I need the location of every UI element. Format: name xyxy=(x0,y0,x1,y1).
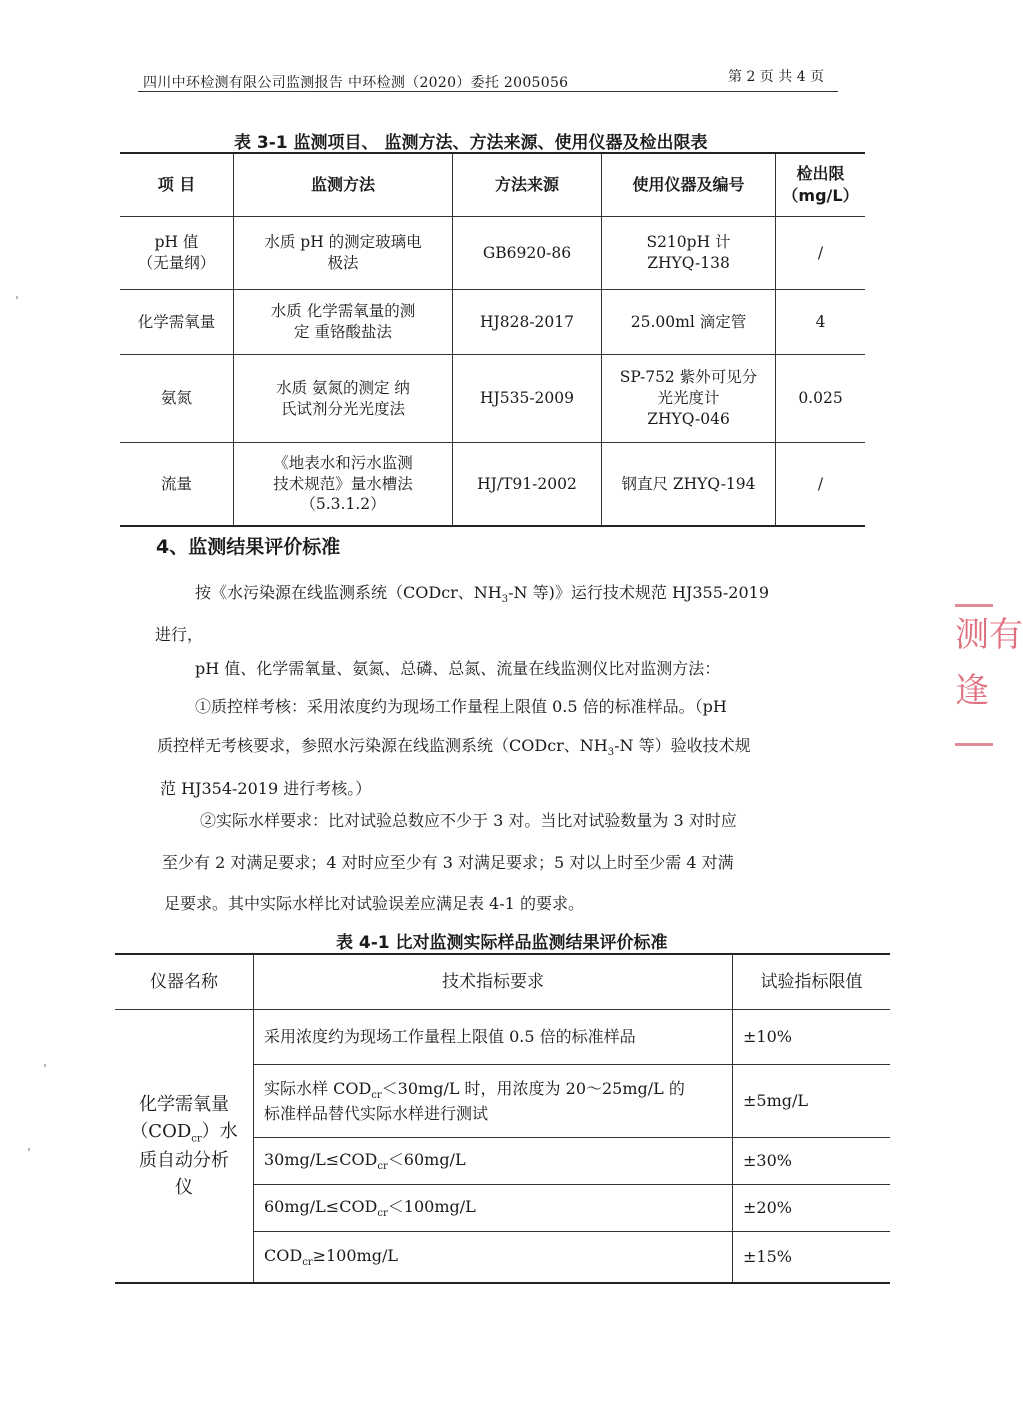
subscript: cr xyxy=(302,1256,313,1268)
paragraph-1-line-1 xyxy=(195,572,769,620)
cell-requirement xyxy=(254,1185,733,1232)
cell-instrument: 钢直尺 ZHYQ-194 xyxy=(602,443,776,527)
cell-source: HJ828-2017 xyxy=(453,290,602,355)
cell-method: 水质 pH 的测定玻璃电 极法 xyxy=(234,217,453,290)
cell-method: 《地表水和污水监测 技术规范》量水槽法 （5.3.1.2） xyxy=(234,443,453,527)
cell-item: 化学需氧量 xyxy=(120,290,234,355)
cell-instrument: SP-752 紫外可见分 光光度计 ZHYQ-046 xyxy=(602,355,776,443)
text-segment: ≥100mg/L xyxy=(312,1245,398,1265)
section-4-heading: 4、监测结果评价标准 xyxy=(156,536,341,558)
header-cell-instrument: 使用仪器及编号 xyxy=(602,153,776,217)
header-cell-instrument-name: 仪器名称 xyxy=(115,954,254,1010)
table-header-row xyxy=(115,954,890,1010)
header-cell-item: 项 目 xyxy=(120,153,234,217)
cell-source: HJ535-2009 xyxy=(453,355,602,443)
subscript: cr xyxy=(191,1133,202,1145)
table-4-1-title: 表 4-1 比对监测实际样品监测结果评价标准 xyxy=(336,933,668,953)
header-cell-detection-limit: 检出限 （mg/L） xyxy=(776,153,866,217)
table-row xyxy=(115,1010,890,1065)
table-3-1 xyxy=(120,152,865,527)
header-cell-limit: 试验指标限值 xyxy=(733,954,891,1010)
paragraph-4-line-3: 足要求。其中实际水样比对试验误差应满足表 4-1 的要求。 xyxy=(164,894,584,913)
text-segment: 按《水污染源在线监测系统（CODcr、NH xyxy=(195,583,502,602)
cell-instrument: S210pH 计 ZHYQ-138 xyxy=(602,217,776,290)
cell-requirement xyxy=(254,1065,733,1138)
subscript: 3 xyxy=(607,747,615,759)
paragraph-3-line-3: 范 HJ354-2019 进行考核。） xyxy=(160,779,372,798)
paragraph-4-line-1: ②实际水样要求：比对试验总数应不少于 3 对。当比对试验数量为 3 对时应 xyxy=(200,811,737,830)
seal-stamp: 测有 逢 xyxy=(955,604,993,746)
table-row xyxy=(120,290,865,355)
cell-instrument: 25.00ml 滴定管 xyxy=(602,290,776,355)
text-segment: -N 等)》运行技术规范 HJ355-2019 xyxy=(508,583,769,602)
subscript: cr xyxy=(377,1207,388,1219)
text-segment: 实际水样 COD xyxy=(264,1078,372,1098)
header-cell-source: 方法来源 xyxy=(453,153,602,217)
cell-item: 氨氮 xyxy=(120,355,234,443)
cell-detection-limit: / xyxy=(776,443,866,527)
paragraph-2: pH 值、化学需氧量、氨氮、总磷、总氮、流量在线监测仪比对监测方法： xyxy=(195,659,721,678)
cell-source: GB6920-86 xyxy=(453,217,602,290)
cell-detection-limit: 0.025 xyxy=(776,355,866,443)
table-4-1 xyxy=(115,953,890,1284)
cell-item: pH 值 （无量纲） xyxy=(120,217,234,290)
text-segment: ＜30mg/L 时，用浓度为 20～25mg/L 的 xyxy=(381,1078,685,1098)
cell-limit: ±30% xyxy=(733,1138,891,1185)
cell-method: 水质 氨氮的测定 纳 氏试剂分光光度法 xyxy=(234,355,453,443)
scan-speck xyxy=(44,1064,46,1067)
subscript: 3 xyxy=(501,594,509,606)
page-number: 第 2 页 共 4 页 xyxy=(728,69,825,85)
text-segment: 标准样品替代实际水样进行测试 xyxy=(264,1103,489,1123)
text-segment: COD xyxy=(264,1245,303,1265)
header-cell-requirement: 技术指标要求 xyxy=(254,954,733,1010)
text-segment: 质控样无考核要求，参照水污染源在线监测系统（CODcr、NH xyxy=(157,736,608,755)
cell-requirement xyxy=(254,1138,733,1185)
cell-instrument-name xyxy=(115,1010,254,1284)
report-header-title: 四川中环检测有限公司监测报告 中环检测（2020）委托 2005056 xyxy=(143,75,569,91)
cell-detection-limit: 4 xyxy=(776,290,866,355)
table-row xyxy=(120,443,865,527)
cell-limit: ±10% xyxy=(733,1010,891,1065)
paragraph-3-line-1: ①质控样考核：采用浓度约为现场工作量程上限值 0.5 倍的标准样品。（pH xyxy=(195,697,727,716)
paragraph-3-line-2 xyxy=(157,725,751,773)
paragraph-1-line-2: 进行， xyxy=(155,625,204,644)
cell-requirement xyxy=(254,1232,733,1284)
table-row xyxy=(120,355,865,443)
cell-limit: ±15% xyxy=(733,1232,891,1284)
text-segment: ＜100mg/L xyxy=(387,1196,476,1216)
table-header-row xyxy=(120,153,865,217)
table-row xyxy=(120,217,865,290)
cell-method: 水质 化学需氧量的测 定 重铬酸盐法 xyxy=(234,290,453,355)
cell-limit: ±5mg/L xyxy=(733,1065,891,1138)
scan-speck xyxy=(16,296,18,299)
header-divider xyxy=(138,91,838,92)
text-segment: ＜60mg/L xyxy=(387,1149,466,1169)
subscript: cr xyxy=(377,1160,388,1172)
table-3-1-title: 表 3-1 监测项目、 监测方法、方法来源、使用仪器及检出限表 xyxy=(234,133,708,153)
paragraph-4-line-2: 至少有 2 对满足要求；4 对时应至少有 3 对满足要求；5 对以上时至少需 4 对满 xyxy=(162,853,734,872)
header-cell-method: 监测方法 xyxy=(234,153,453,217)
text-segment: -N 等）验收技术规 xyxy=(614,736,751,755)
cell-limit: ±20% xyxy=(733,1185,891,1232)
text-segment: 30mg/L≤COD xyxy=(264,1149,378,1169)
cell-item: 流量 xyxy=(120,443,234,527)
cell-requirement: 采用浓度约为现场工作量程上限值 0.5 倍的标准样品 xyxy=(254,1010,733,1065)
text-segment: ）水 质自动分析 仪 xyxy=(139,1121,238,1198)
cell-detection-limit: / xyxy=(776,217,866,290)
subscript: cr xyxy=(371,1090,382,1102)
cell-source: HJ/T91-2002 xyxy=(453,443,602,527)
text-segment: 化学需氧量 （COD xyxy=(130,1094,229,1143)
scan-speck xyxy=(28,1148,30,1151)
text-segment: 60mg/L≤COD xyxy=(264,1196,378,1216)
